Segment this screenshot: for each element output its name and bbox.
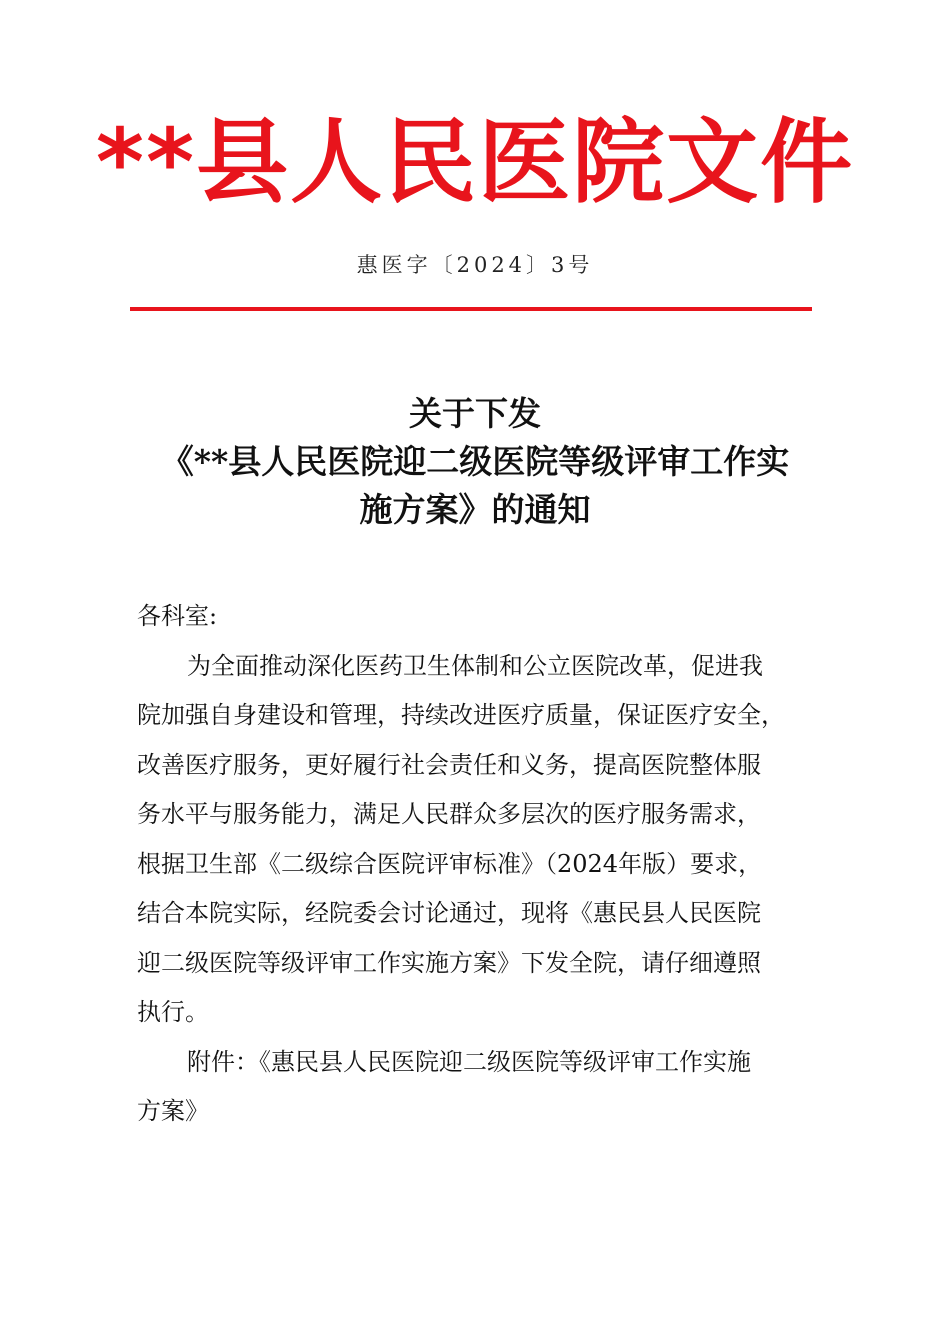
- red-divider-rule: [130, 307, 812, 311]
- document-number: 惠医字〔2024〕3号: [356, 253, 594, 277]
- notice-title-line-1: 关于下发: [409, 394, 541, 433]
- paragraph-line: 结合本院实际，经院委会讨论通过，现将《惠民县人民医院: [137, 899, 761, 927]
- issuing-org-header: **县人民医院文件: [95, 109, 855, 216]
- paragraph-line: 为全面推动深化医药卫生体制和公立医院改革，促进我: [187, 651, 763, 680]
- attachment-line: 方案》: [137, 1097, 209, 1125]
- paragraph-line: 执行。: [137, 998, 209, 1026]
- paragraph-line: 迎二级医院等级评审工作实施方案》下发全院，请仔细遵照: [137, 948, 761, 977]
- paragraph-line: 根据卫生部《二级综合医院评审标准》（2024年版）要求，: [137, 849, 763, 878]
- salutation: 各科室:: [137, 602, 218, 630]
- attachment-line: 附件：《惠民县人民医院迎二级医院等级评审工作实施: [187, 1047, 751, 1076]
- notice-title-line-3: 施方案》的通知: [359, 490, 591, 529]
- notice-title-line-2: 《**县人民医院迎二级医院等级评审工作实: [160, 442, 790, 481]
- notice-body: [137, 592, 822, 1137]
- paragraph-line: 院加强自身建设和管理，持续改进医疗质量，保证医疗安全，: [137, 701, 785, 729]
- paragraph-line: 改善医疗服务，更好履行社会责任和义务，提高医院整体服: [137, 750, 761, 779]
- notice-title: [120, 390, 830, 534]
- paragraph-line: 务水平与服务能力，满足人民群众多层次的医疗服务需求，: [137, 800, 761, 828]
